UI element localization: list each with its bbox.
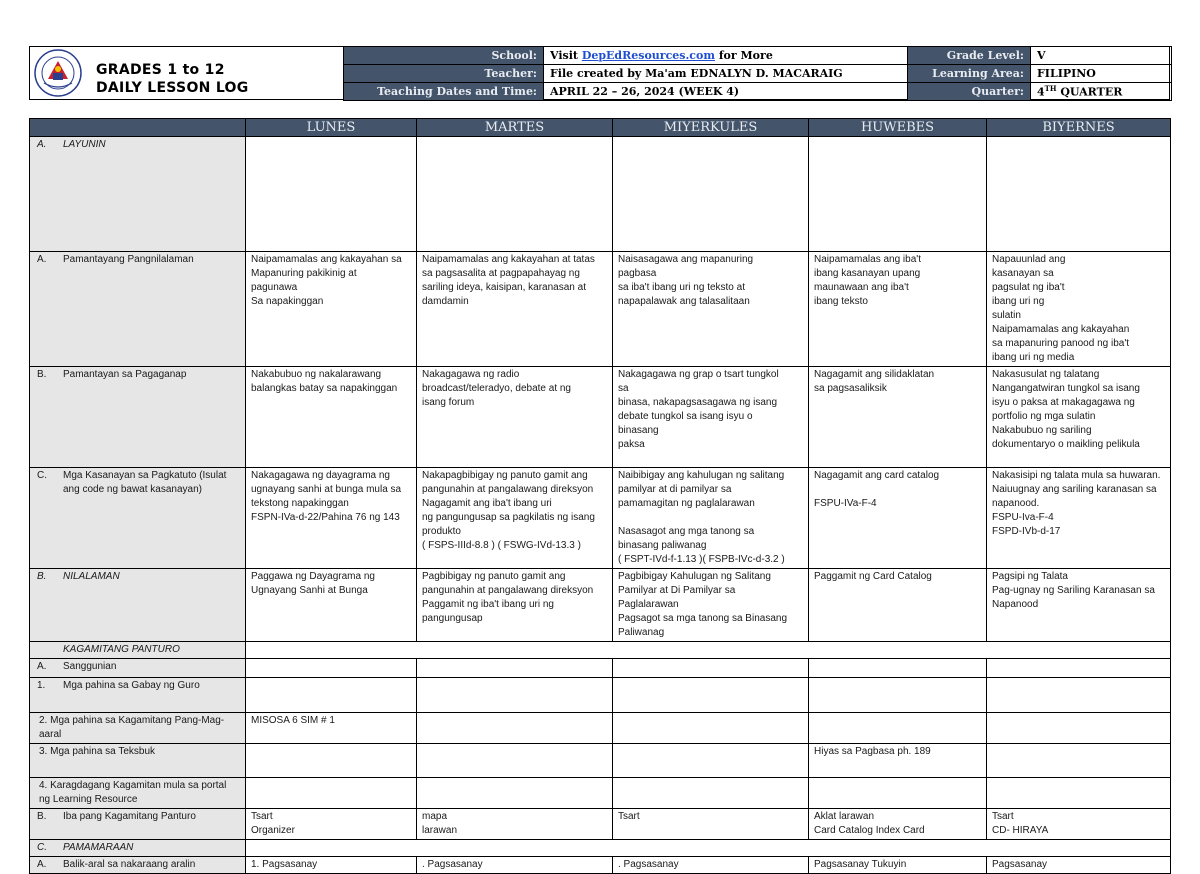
row-label: Mga pahina sa Gabay ng Guro <box>63 680 200 691</box>
table-row <box>30 468 1171 569</box>
lesson-cell <box>809 778 987 809</box>
lesson-cell-text: Hiyas sa Pagbasa ph. 189 <box>814 746 931 757</box>
lesson-cell <box>417 468 613 569</box>
deped-resources-link[interactable]: DepEdResources.com <box>581 49 715 62</box>
lesson-cell <box>613 252 809 367</box>
row-number: B. <box>37 369 47 380</box>
lesson-cell <box>987 713 1171 744</box>
row-label: Pamantayan sa Pagaganap <box>63 369 187 380</box>
lesson-cell <box>809 713 987 744</box>
row-label-cell <box>30 642 246 659</box>
lesson-cell <box>246 778 417 809</box>
lesson-cell <box>809 659 987 678</box>
lesson-cell <box>987 252 1171 367</box>
row-label: Iba pang Kagamitang Panturo <box>63 811 196 822</box>
row-label-cell <box>30 367 246 468</box>
row-number: A. <box>37 859 47 870</box>
row-label: PAMAMARAAN <box>63 842 134 853</box>
row-number: C. <box>37 842 47 853</box>
row-label: LAYUNIN <box>63 139 106 150</box>
lesson-cell-text: Paggawa ng Dayagrama ng Ugnayang Sanhi at Bunga <box>251 571 375 596</box>
learning-area-label: Learning Area: <box>908 65 1031 83</box>
form-title-dll: DAILY LESSON LOG <box>96 80 249 96</box>
lesson-cell-text: Naipamamalas ang kakayahan at tatas sa pagsasalita at pagpapahayag ng sariling ideya, kaisipan, karanasan at damdamin <box>422 254 595 307</box>
row-label-cell <box>30 252 246 367</box>
day-header: BIYERNES <box>987 119 1171 137</box>
lesson-cell-text: Aklat larawan Card Catalog Index Card <box>814 811 925 836</box>
teacher-value: File created by Ma'am EDNALYN D. MACARAIG <box>544 65 908 83</box>
school-label: School: <box>344 47 544 65</box>
lesson-cell-text: Pagsasanay <box>992 859 1048 870</box>
lesson-cell <box>613 367 809 468</box>
lesson-cell <box>246 809 417 840</box>
learning-area-value: FILIPINO <box>1031 65 1172 83</box>
lesson-cell <box>613 744 809 778</box>
teaching-dates-label: Teaching Dates and Time: <box>344 83 544 101</box>
row-label: Pamantayang Pangnilalaman <box>63 254 194 265</box>
lesson-cell <box>613 137 809 252</box>
row-number <box>35 643 63 657</box>
lesson-cell-text: Tsart <box>618 811 640 822</box>
lesson-cell-text: Nakasisipi ng talata mula sa huwaran. Naiuugnay ang sariling karanasan sa napanood. FSPU-Iva-F-4 FSPD-IVb-d-17 <box>992 470 1161 537</box>
lesson-cell-text: Paggamit ng Card Catalog <box>814 571 932 582</box>
row-label: 4. Karagdagang Kagamitan mula sa portal ng Learning Resource <box>39 780 227 805</box>
lesson-cell <box>987 367 1171 468</box>
row-label: Balik-aral sa nakaraang aralin <box>63 859 196 870</box>
lesson-cell <box>987 468 1171 569</box>
lesson-cell-text: Naisasagawa ang mapanuring pagbasa sa iba't ibang uri ng teksto at napapalawak ang talasalitaan <box>618 254 754 307</box>
lesson-cell <box>987 857 1171 874</box>
row-number: A. <box>37 139 47 150</box>
lesson-cell <box>246 252 417 367</box>
row-label: 3. Mga pahina sa Teksbuk <box>39 746 156 757</box>
lesson-cell <box>246 468 417 569</box>
lesson-cell-text: Nakasusulat ng talatang Nangangatwiran tungkol sa isang isyu o paksa at makagagawa ng portfolio ng mga sulatin Nakabubuo ng sariling dokumentaryo o maikling pelikula <box>992 369 1140 450</box>
lesson-cell-text: Naipamamalas ang kakayahan sa Mapanuring pakikinig at pagunawa Sa napakinggan <box>251 254 402 307</box>
row-label-cell <box>30 809 246 840</box>
lesson-cell <box>809 857 987 874</box>
lesson-cell-text: Pagbibigay ng panuto gamit ang pangunahin at pangalawang direksyon Paggamit ng iba't ibang uri ng pangungusap <box>422 571 594 624</box>
lesson-cell <box>613 569 809 642</box>
lesson-cell <box>246 659 417 678</box>
school-value: Visit DepEdResources.com for More <box>544 47 908 65</box>
lesson-cell-text: Naipamamalas ang iba't ibang kasanayan upang maunawaan ang iba't ibang teksto <box>814 254 921 307</box>
lesson-cell-text: Nagagamit ang card catalog FSPU-IVa-F-4 <box>814 470 940 509</box>
lesson-cell-text: Tsart CD- HIRAYA <box>992 811 1049 836</box>
deped-seal-logo <box>34 49 82 97</box>
row-number: A. <box>37 254 47 265</box>
table-row <box>30 840 1171 857</box>
lesson-cell-text: Nakapagbibigay ng panuto gamit ang pangunahin at pangalawang direksyon Nagagamit ang iba't ibang uri ng pangungusap sa pagkilatis ng isang produkto ( FSPS-IIId-8.8 ) ( FSWG-IVd-13.3 ) <box>422 470 595 551</box>
row-label: 2. Mga pahina sa Kagamitang Pang-Mag-aaral <box>39 715 225 740</box>
table-row <box>30 642 1171 659</box>
lesson-cell <box>417 659 613 678</box>
lesson-cell-text: . Pagsasanay <box>422 859 483 870</box>
day-header-row <box>30 119 1171 137</box>
lesson-cell <box>809 744 987 778</box>
quarter-label: Quarter: <box>908 83 1031 101</box>
lesson-cell <box>417 857 613 874</box>
day-header: LUNES <box>246 119 417 137</box>
table-row <box>30 744 1171 778</box>
row-number: 1. <box>37 680 46 691</box>
lesson-cell <box>417 809 613 840</box>
lesson-cell-text: Pagsasanay Tukuyin <box>814 859 907 870</box>
table-row <box>30 137 1171 252</box>
lesson-cell-text: Nakabubuo ng nakalarawang balangkas batay sa napakinggan <box>251 369 398 394</box>
lesson-cell-text: Pagbibigay Kahulugan ng Salitang Pamilyar at Di Pamilyar sa Paglalarawan Pagsagot sa mga tanong sa Binasang Paliwanag <box>618 571 788 638</box>
lesson-cell <box>417 569 613 642</box>
merged-cell <box>246 642 1171 659</box>
lesson-cell <box>987 659 1171 678</box>
row-label-cell <box>30 778 246 809</box>
lesson-plan-table <box>29 118 1171 874</box>
row-label-cell <box>30 137 246 252</box>
lesson-cell <box>809 569 987 642</box>
lesson-cell <box>417 713 613 744</box>
lesson-cell <box>417 367 613 468</box>
lesson-cell <box>987 678 1171 713</box>
lesson-cell <box>417 778 613 809</box>
lesson-cell <box>613 809 809 840</box>
row-number: B. <box>37 571 47 582</box>
lesson-cell <box>987 569 1171 642</box>
lesson-cell <box>809 252 987 367</box>
lesson-cell <box>246 137 417 252</box>
lesson-cell <box>417 678 613 713</box>
row-label: Sanggunian <box>63 661 117 672</box>
lesson-cell <box>246 569 417 642</box>
lesson-cell <box>613 778 809 809</box>
row-label-cell <box>30 744 246 778</box>
lesson-cell-text: Nagagamit ang silidaklatan sa pagsasaliksik <box>814 369 935 394</box>
lesson-cell-text: Tsart Organizer <box>251 811 295 836</box>
lesson-cell <box>613 678 809 713</box>
grade-level-value: V <box>1031 47 1172 65</box>
lesson-cell <box>987 137 1171 252</box>
row-label-cell <box>30 678 246 713</box>
row-label-cell <box>30 857 246 874</box>
table-row <box>30 713 1171 744</box>
row-label: NILALAMAN <box>63 571 120 582</box>
table-row <box>30 569 1171 642</box>
lesson-cell-text: . Pagsasanay <box>618 859 679 870</box>
day-header: HUWEBES <box>809 119 987 137</box>
lesson-cell <box>246 713 417 744</box>
lesson-cell <box>809 137 987 252</box>
teacher-label: Teacher: <box>344 65 544 83</box>
row-number: B. <box>37 811 47 822</box>
lesson-cell <box>987 778 1171 809</box>
lesson-cell-text: Napauunlad ang kasanayan sa pagsulat ng iba't ibang uri ng sulatin Naipamamalas ang kakayahan sa mapanuring panood ng iba't ibang uri ng media <box>992 254 1130 363</box>
table-row <box>30 678 1171 713</box>
lesson-log-header <box>29 46 1170 100</box>
lesson-cell <box>417 252 613 367</box>
table-row <box>30 367 1171 468</box>
quarter-value: 4TH QUARTER <box>1031 83 1172 101</box>
lesson-cell-text: Pagsipi ng Talata Pag-ugnay ng Sariling Karanasan sa Napanood <box>992 571 1155 610</box>
header-corner-cell <box>30 119 246 137</box>
table-row <box>30 809 1171 840</box>
day-header: MIYERKULES <box>613 119 809 137</box>
lesson-cell-text: 1. Pagsasanay <box>251 859 318 870</box>
merged-cell <box>246 840 1171 857</box>
row-label-cell <box>30 713 246 744</box>
lesson-cell <box>417 137 613 252</box>
day-header: MARTES <box>417 119 613 137</box>
lesson-cell <box>809 809 987 840</box>
row-number: C. <box>37 470 47 481</box>
lesson-cell <box>246 367 417 468</box>
lesson-cell <box>613 659 809 678</box>
lesson-cell <box>417 744 613 778</box>
lesson-cell <box>809 678 987 713</box>
lesson-cell-text: Nakagagawa ng radio broadcast/teleradyo, debate at ng isang forum <box>422 369 571 408</box>
table-row <box>30 659 1171 678</box>
table-row <box>30 857 1171 874</box>
teaching-dates-value: APRIL 22 – 26, 2024 (WEEK 4) <box>544 83 908 101</box>
row-label-cell <box>30 659 246 678</box>
row-label: Mga Kasanayan sa Pagkatuto (Isulat ang code ng bawat kasanayan) <box>63 470 227 495</box>
lesson-cell <box>246 857 417 874</box>
lesson-cell <box>809 468 987 569</box>
lesson-cell <box>809 367 987 468</box>
lesson-cell-text: Nakagagawa ng dayagrama ng ugnayang sanhi at bunga mula sa tekstong napakinggan FSPN-IVa-d-22/Pahina 76 ng 143 <box>251 470 402 523</box>
lesson-cell <box>613 468 809 569</box>
lesson-cell <box>613 857 809 874</box>
lesson-cell-text: mapa larawan <box>422 811 458 836</box>
lesson-cell-text: Nakagagawa ng grap o tsart tungkol sa binasa, nakapagsasagawa ng isang debate tungkol sa isang isyu o binasang paksa <box>618 369 779 450</box>
grade-level-label: Grade Level: <box>908 47 1031 65</box>
lesson-cell <box>246 744 417 778</box>
lesson-cell-text: MISOSA 6 SIM # 1 <box>251 715 335 726</box>
row-label-cell <box>30 569 246 642</box>
header-info-grid <box>343 46 1172 101</box>
row-label-cell <box>30 468 246 569</box>
lesson-cell-text: Naibibigay ang kahulugan ng salitang pamilyar at di pamilyar sa pamamagitan ng paglalarawan Nasasagot ang mga tanong sa binasang paliwanag ( FSPT-IVd-f-1.13 )( FSPB-IVc-d-3.2 ) <box>618 470 785 565</box>
row-label: KAGAMITANG PANTURO <box>63 644 180 655</box>
row-label-cell <box>30 840 246 857</box>
lesson-cell <box>987 809 1171 840</box>
form-title-grades: GRADES 1 to 12 <box>96 62 225 78</box>
lesson-cell <box>613 713 809 744</box>
table-row <box>30 778 1171 809</box>
table-row <box>30 252 1171 367</box>
lesson-cell <box>987 744 1171 778</box>
lesson-cell <box>246 678 417 713</box>
row-number: A. <box>37 661 47 672</box>
